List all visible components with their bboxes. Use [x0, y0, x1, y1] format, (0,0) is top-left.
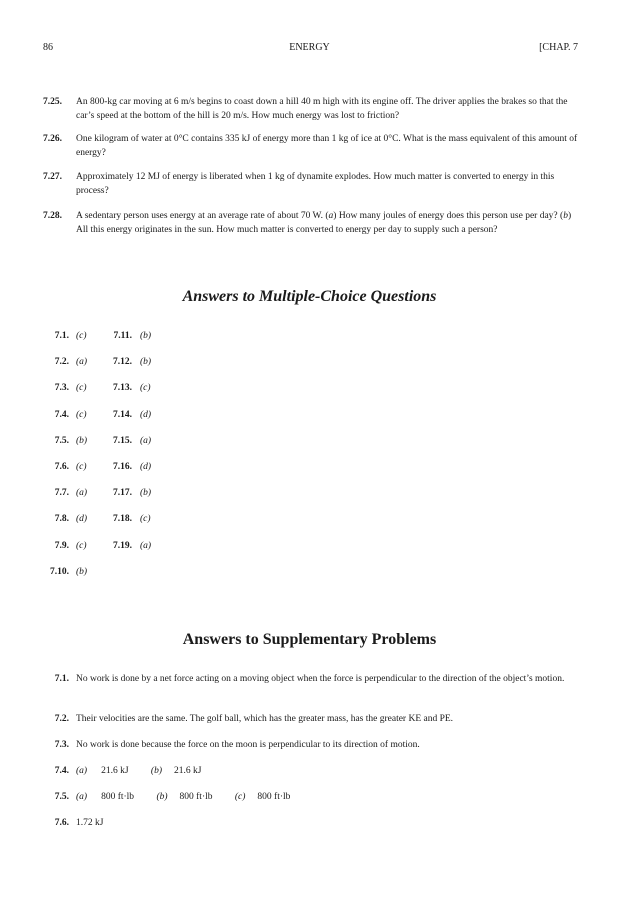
page-number: 86: [43, 42, 53, 53]
problem-7-28: [43, 209, 578, 237]
supplementary-answers-heading: Answers to Supplementary Problems: [182, 631, 437, 648]
mc-question-number: 7.15.: [113, 436, 132, 446]
mc-answer: (c): [76, 541, 87, 551]
mc-answer: (d): [76, 514, 88, 524]
supp-answer-7-1: [43, 672, 578, 686]
supp-text: No work is done because the force on the moon is perpendicular to its direction of motion.: [76, 740, 420, 750]
problem-text: Approximately 12 MJ of energy is liberated when 1 kg of dynamite explodes. How much matter is converted to energy in this process?: [76, 172, 555, 196]
mc-question-number: 7.4.: [54, 410, 69, 420]
supp-answer-7-5: [43, 790, 578, 804]
supp-text: No work is done by a net force acting on a moving object when the force is perpendicular to the direction of the object’s motion.: [76, 674, 565, 684]
mc-question-number: 7.12.: [113, 357, 132, 367]
mc-answer: (b): [76, 436, 88, 446]
supp-answer-7-4: [43, 764, 578, 778]
mc-question-number: 7.13.: [113, 383, 132, 393]
supp-number: 7.2.: [54, 714, 69, 724]
supp-number: 7.1.: [54, 674, 69, 684]
mc-question-number: 7.18.: [113, 514, 132, 524]
problem-number: 7.25.: [43, 97, 62, 107]
mc-answer: (a): [76, 488, 88, 498]
mc-question-number: 7.1.: [54, 331, 69, 341]
mc-answer: (c): [76, 462, 87, 472]
supp-number: 7.4.: [54, 766, 69, 776]
mc-answer: (a): [76, 357, 88, 367]
supp-text: Their velocities are the same. The golf ball, which has the greater mass, has the greater KE and PE.: [76, 714, 454, 724]
running-title: ENERGY: [289, 42, 330, 53]
problem-number: 7.27.: [43, 172, 62, 182]
mc-question-number: 7.6.: [54, 462, 69, 472]
mc-question-number: 7.17.: [113, 488, 132, 498]
problem-7-25: [43, 95, 578, 123]
chapter-label: [CHAP. 7: [539, 42, 578, 53]
mc-question-number: 7.10.: [50, 567, 69, 577]
problem-7-27: [43, 170, 578, 198]
supp-number: 7.5.: [54, 792, 69, 802]
problem-7-26: [43, 132, 578, 160]
problem-text: An 800-kg car moving at 6 m/s begins to coast down a hill 40 m high with its engine off. The driver applies the brakes so that the car’s speed at the bottom of the hill is 20 m/s. How much energy was lost to friction?: [76, 97, 568, 121]
mc-answer: (c): [140, 514, 151, 524]
mc-question-number: 7.19.: [113, 541, 132, 551]
supp-text: (a) 800 ft·lb (b) 800 ft·lb (c) 800 ft·lb: [76, 792, 291, 802]
mc-answer: (d): [140, 462, 152, 472]
supp-number: 7.3.: [54, 740, 69, 750]
problem-number: 7.28.: [43, 211, 62, 221]
mc-answer: (b): [140, 488, 152, 498]
mc-question-number: 7.2.: [54, 357, 69, 367]
mc-answers-heading: Answers to Multiple-Choice Questions: [182, 288, 437, 305]
supp-text: 1.72 kJ: [76, 818, 104, 828]
mc-question-number: 7.11.: [113, 331, 132, 341]
problem-text: A sedentary person uses energy at an average rate of about 70 W. (a) How many joules of energy does this person use per day? (b) All this energy originates in the sun. How much matter is converted to energy per day to supply such a person?: [76, 211, 572, 235]
mc-answer: (d): [140, 410, 152, 420]
mc-answer: (a): [140, 436, 152, 446]
supp-answer-7-2: [43, 712, 578, 726]
supp-text: (a) 21.6 kJ (b) 21.6 kJ: [76, 766, 202, 776]
mc-question-number: 7.16.: [113, 462, 132, 472]
mc-answer: (b): [76, 567, 88, 577]
supp-answer-7-6: [43, 816, 578, 830]
mc-question-number: 7.8.: [54, 514, 69, 524]
mc-answer: (b): [140, 331, 152, 341]
supp-number: 7.6.: [54, 818, 69, 828]
mc-question-number: 7.14.: [113, 410, 132, 420]
mc-answer: (c): [76, 331, 87, 341]
mc-answer: (a): [140, 541, 152, 551]
mc-answer: (c): [140, 383, 151, 393]
mc-question-number: 7.7.: [54, 488, 69, 498]
mc-answer: (c): [76, 410, 87, 420]
mc-question-number: 7.3.: [54, 383, 69, 393]
mc-answer: (b): [140, 357, 152, 367]
problem-number: 7.26.: [43, 134, 62, 144]
mc-question-number: 7.9.: [54, 541, 69, 551]
mc-question-number: 7.5.: [54, 436, 69, 446]
problem-text: One kilogram of water at 0°C contains 335 kJ of energy more than 1 kg of ice at 0°C. What is the mass equivalent of this amount of energy?: [76, 134, 578, 158]
mc-answer: (c): [76, 383, 87, 393]
supp-answer-7-3: [43, 738, 578, 752]
